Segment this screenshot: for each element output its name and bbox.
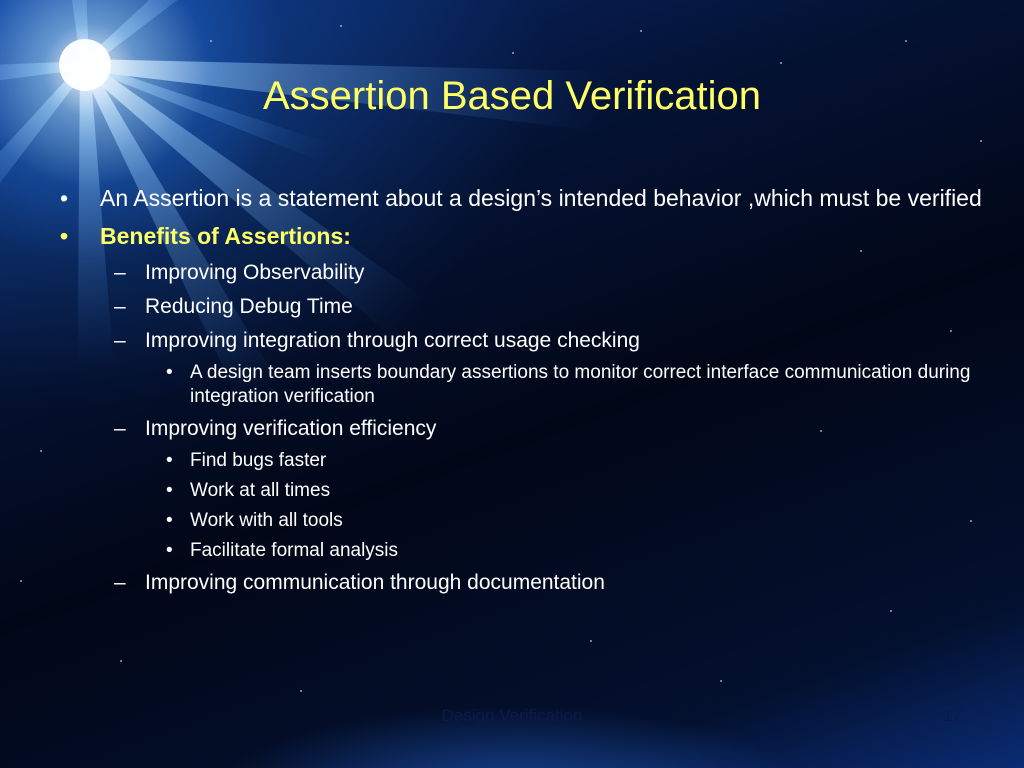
bullet-text: An Assertion is a statement about a design’s intended behavior ,which must be verified [100, 185, 982, 211]
bullet-marker: – [114, 295, 126, 318]
bullet-text: Work at all times [190, 480, 331, 501]
bullet-marker: – [114, 417, 126, 440]
bullet-marker: • [166, 540, 173, 561]
star-decoration [905, 40, 907, 42]
star-decoration [120, 660, 122, 662]
bullet-marker: – [114, 329, 126, 352]
bullet-level-3 [56, 509, 996, 533]
bullet-level-3 [56, 361, 996, 409]
bullet-list [56, 183, 996, 603]
star-decoration [210, 40, 212, 42]
bullet-level-2 [56, 569, 996, 597]
bullet-text: Improving integration through correct usage checking [145, 329, 640, 352]
bullet-text: Benefits of Assertions: [100, 223, 351, 249]
bullet-text: Improving communication through documentation [145, 571, 605, 594]
bullet-level-1 [56, 183, 996, 213]
star-decoration [40, 450, 42, 452]
bullet-level-1 [56, 221, 996, 251]
bullet-level-2 [56, 259, 996, 287]
star-decoration [720, 680, 722, 682]
bullet-text: Improving Observability [145, 261, 365, 284]
bullet-level-3 [56, 479, 996, 503]
star-decoration [300, 690, 302, 692]
bullet-text: A design team inserts boundary assertions to monitor correct interface communication during integration verification [190, 362, 971, 407]
footer-title: Design Verification [441, 706, 583, 725]
page-number: 17 [943, 706, 962, 725]
bullet-level-3 [56, 539, 996, 563]
star-decoration [640, 30, 642, 32]
bullet-marker: • [166, 362, 173, 383]
star-decoration [340, 25, 342, 27]
bullet-level-2 [56, 293, 996, 321]
bullet-text: Reducing Debug Time [145, 295, 353, 318]
star-decoration [980, 140, 982, 142]
star-decoration [780, 62, 782, 64]
bullet-text: Improving verification efficiency [145, 417, 437, 440]
bullet-level-2 [56, 327, 996, 355]
bullet-marker: • [166, 450, 173, 471]
bullet-text: Find bugs faster [190, 450, 327, 471]
star-decoration [890, 610, 892, 612]
star-decoration [590, 640, 592, 642]
bullet-level-2 [56, 415, 996, 443]
bullet-text: Work with all tools [190, 510, 343, 531]
bullet-marker: • [166, 480, 173, 501]
bullet-marker: • [60, 223, 69, 249]
star-decoration [512, 52, 514, 54]
bullet-marker: – [114, 261, 126, 284]
bullet-marker: – [114, 571, 126, 594]
slide-title: Assertion Based Verification [262, 74, 762, 118]
bullet-text: Facilitate formal analysis [190, 540, 399, 561]
bullet-marker: • [166, 510, 173, 531]
bullet-marker: • [60, 185, 69, 211]
star-decoration [20, 580, 22, 582]
bullet-level-3 [56, 449, 996, 473]
